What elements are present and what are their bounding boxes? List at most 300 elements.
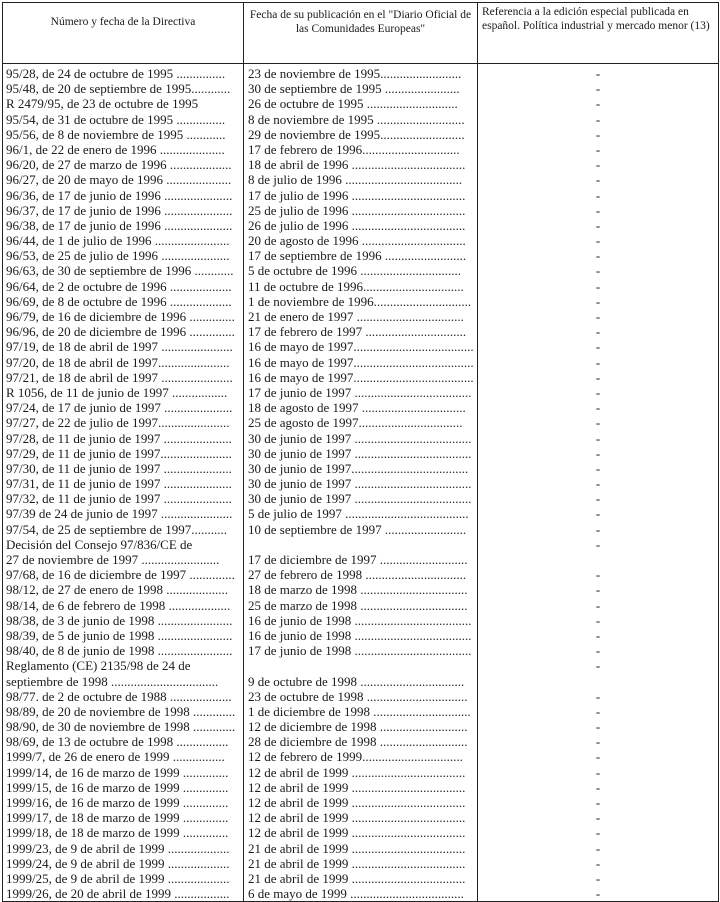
table-row — [3, 309, 719, 324]
referencia-cell — [478, 886, 719, 902]
referencia-dash: - — [595, 627, 601, 643]
directiva-cell — [3, 172, 244, 187]
fecha-publicacion-cell — [244, 810, 478, 825]
fecha-publicacion-text: 9 de octubre de 1998 ................................ — [248, 673, 465, 689]
table-row — [3, 841, 719, 856]
directiva-cell — [3, 339, 244, 354]
fecha-publicacion-cell — [244, 825, 478, 840]
directiva-cell — [3, 263, 244, 278]
directiva-text: 1999/15, de 16 de marzo de 1999 .............. — [6, 779, 229, 795]
referencia-dash: - — [595, 309, 601, 324]
referencia-cell — [478, 370, 719, 385]
fecha-publicacion-text: 17 de septiembre de 1996 ......................... — [248, 248, 467, 264]
referencia-dash: - — [595, 795, 601, 810]
fecha-publicacion-cell — [244, 871, 478, 886]
directiva-cell — [3, 567, 244, 582]
fecha-publicacion-cell — [244, 491, 478, 506]
directiva-text: 97/31, de 11 de junio de 1997 ..................... — [6, 476, 232, 492]
fecha-publicacion-text: 26 de julio de 1996 ................................... — [248, 217, 466, 233]
referencia-cell — [478, 522, 719, 537]
directiva-text: 96/36, de 17 de junio de 1996 ..................... — [6, 187, 233, 203]
directiva-text: 95/54, de 31 de octubre de 1995 ............... — [6, 111, 226, 127]
table-row — [3, 218, 719, 233]
table-row — [3, 446, 719, 461]
header-referencia-edicion: Referencia a la edición especial publicada en español. Política industrial y mercado menor (13) — [478, 3, 719, 64]
referencia-dash: - — [595, 536, 601, 552]
directiva-text: 98/12, de 27 de enero de 1998 ................... — [6, 582, 229, 598]
referencia-dash: - — [595, 157, 601, 173]
directiva-cell — [3, 96, 244, 111]
table-row — [3, 810, 719, 825]
directiva-text: 1999/7, de 26 de enero de 1999 ................ — [6, 749, 225, 765]
referencia-cell — [478, 871, 719, 886]
table-row — [3, 886, 719, 902]
fecha-publicacion-cell — [244, 628, 478, 643]
directiva-cell — [3, 719, 244, 734]
directiva-cell — [3, 415, 244, 430]
table-row — [3, 871, 719, 886]
fecha-publicacion-cell — [244, 248, 478, 263]
fecha-publicacion-cell — [244, 370, 478, 385]
fecha-publicacion-text: 12 de abril de 1999 ................................... — [248, 779, 466, 795]
referencia-cell — [478, 279, 719, 294]
fecha-publicacion-cell — [244, 765, 478, 780]
fecha-publicacion-text: 6 de mayo de 1999 ................................... — [248, 886, 464, 902]
table-row — [3, 157, 719, 172]
header-fecha-publicacion: Fecha de su publicación en el "Diario Oficial de las Comunidades Europeas" — [244, 3, 478, 64]
directiva-cell — [3, 658, 244, 688]
directiva-cell — [3, 309, 244, 324]
fecha-publicacion-text: 12 de abril de 1999 ................................... — [248, 764, 466, 780]
table-row — [3, 825, 719, 840]
fecha-publicacion-text: 18 de abril de 1996 ................................... — [248, 157, 466, 173]
directiva-text: R 1056, de 11 de junio de 1997 ................. — [6, 384, 228, 400]
fecha-publicacion-text: 21 de abril de 1999 ................................... — [248, 855, 466, 871]
directiva-text: 97/21, de 18 de abril de 1997 ...................... — [6, 369, 233, 385]
directiva-text: 97/27, de 22 de julio de 1997...................... — [6, 415, 230, 431]
referencia-dash: - — [595, 172, 601, 188]
fecha-publicacion-text: 11 de octubre de 1996............................... — [248, 278, 464, 294]
referencia-dash: - — [595, 187, 601, 203]
table-row — [3, 765, 719, 780]
table-row — [3, 324, 719, 339]
directiva-text: 97/29, de 11 de junio de 1997...................... — [6, 445, 232, 461]
table-row — [3, 537, 719, 567]
referencia-dash: - — [595, 810, 601, 826]
referencia-dash: - — [595, 324, 601, 340]
referencia-cell — [478, 112, 719, 127]
table-row — [3, 749, 719, 764]
directiva-text: 97/32, de 11 de junio de 1997 ..................... — [6, 491, 232, 507]
directiva-text: Decisión del Consejo 97/836/CE de — [6, 536, 193, 552]
referencia-dash: - — [595, 582, 601, 598]
fecha-publicacion-cell — [244, 461, 478, 476]
referencia-cell — [478, 628, 719, 643]
fecha-publicacion-text: 26 de octubre de 1995 ............................ — [248, 96, 458, 112]
fecha-publicacion-cell — [244, 598, 478, 613]
referencia-dash: - — [595, 278, 601, 294]
table-row — [3, 704, 719, 719]
directiva-text: 1999/23, de 9 de abril de 1999 ................... — [6, 840, 230, 856]
fecha-publicacion-cell — [244, 704, 478, 719]
directiva-text: 1999/17, de 18 de marzo de 1999 .............. — [6, 810, 229, 826]
fecha-publicacion-cell — [244, 856, 478, 871]
directiva-cell — [3, 324, 244, 339]
fecha-publicacion-text: 10 de septiembre de 1997 ......................... — [248, 521, 467, 537]
referencia-dash: - — [595, 369, 601, 385]
directiva-text: 1999/25, de 9 de abril de 1999 ................... — [6, 870, 230, 886]
fecha-publicacion-cell — [244, 385, 478, 400]
directiva-text: 97/54, de 25 de septiembre de 1997........... — [6, 521, 227, 537]
directiva-text: 96/64, de 2 de octubre de 1996 ................... — [6, 278, 232, 294]
fecha-publicacion-cell — [244, 506, 478, 521]
directiva-cell — [3, 886, 244, 902]
referencia-cell — [478, 689, 719, 704]
referencia-cell — [478, 582, 719, 597]
fecha-publicacion-text: 27 de febrero de 1998 ............................... — [248, 567, 467, 583]
fecha-publicacion-text: 16 de mayo de 1997..................................... — [248, 339, 474, 355]
fecha-publicacion-cell — [244, 157, 478, 172]
fecha-publicacion-text: 17 de julio de 1996 ................................... — [248, 187, 466, 203]
table-row — [3, 431, 719, 446]
fecha-publicacion-text: 17 de junio de 1997 .................................... — [248, 384, 472, 400]
fecha-publicacion-text: 8 de noviembre de 1995 ........................... — [248, 111, 465, 127]
directiva-text: 95/48, de 20 de septiembre de 1995............ — [6, 81, 231, 97]
directiva-cell — [3, 476, 244, 491]
fecha-publicacion-text: 23 de octubre de 1998 ............................... — [248, 688, 468, 704]
table-row — [3, 279, 719, 294]
directiva-cell — [3, 279, 244, 294]
table-row — [3, 203, 719, 218]
directiva-cell — [3, 142, 244, 157]
directiva-cell — [3, 385, 244, 400]
directiva-cell — [3, 112, 244, 127]
referencia-dash: - — [595, 415, 601, 431]
fecha-publicacion-text: 18 de agosto de 1997 ................................ — [248, 400, 466, 416]
table-row — [3, 658, 719, 688]
directiva-cell — [3, 598, 244, 613]
fecha-publicacion-cell — [244, 658, 478, 688]
table-row — [3, 476, 719, 491]
referencia-cell — [478, 294, 719, 309]
referencia-cell — [478, 446, 719, 461]
referencia-cell — [478, 431, 719, 446]
directiva-cell — [3, 233, 244, 248]
referencia-dash: - — [595, 688, 601, 704]
fecha-publicacion-cell — [244, 780, 478, 795]
directiva-text: 96/20, de 27 de marzo de 1996 ................... — [6, 157, 232, 173]
fecha-publicacion-text: 21 de enero de 1997 ................................. — [248, 309, 464, 324]
referencia-dash: - — [595, 96, 601, 112]
fecha-publicacion-cell — [244, 719, 478, 734]
fecha-publicacion-cell — [244, 96, 478, 111]
directiva-cell — [3, 780, 244, 795]
fecha-publicacion-text: 8 de julio de 1996 .................................... — [248, 172, 463, 188]
fecha-publicacion-cell — [244, 613, 478, 628]
fecha-publicacion-text: 1 de diciembre de 1998 .............................. — [248, 703, 471, 719]
table-row — [3, 355, 719, 370]
table-row — [3, 856, 719, 871]
referencia-cell — [478, 749, 719, 764]
referencia-dash: - — [595, 293, 601, 309]
table-row — [3, 400, 719, 415]
directiva-cell — [3, 64, 244, 82]
fecha-publicacion-cell — [244, 294, 478, 309]
fecha-publicacion-text: 25 de agosto de 1997................................ — [248, 415, 463, 431]
referencia-dash: - — [595, 612, 601, 628]
fecha-publicacion-cell — [244, 476, 478, 491]
referencia-cell — [478, 324, 719, 339]
directiva-text: 97/39 de 24 de junio de 1997 ...................... — [6, 506, 233, 522]
directiva-cell — [3, 431, 244, 446]
referencia-cell — [478, 355, 719, 370]
table-row — [3, 64, 719, 82]
table-row — [3, 780, 719, 795]
table-row — [3, 339, 719, 354]
referencia-cell — [478, 64, 719, 82]
referencia-cell — [478, 613, 719, 628]
fecha-publicacion-text: 30 de junio de 1997 .................................... — [248, 491, 472, 507]
directiva-text: 98/90, de 30 de noviembre de 1998 ............. — [6, 719, 236, 735]
fecha-publicacion-text: 16 de junio de 1998 .................................... — [248, 612, 472, 628]
referencia-dash: - — [595, 81, 601, 97]
fecha-publicacion-cell — [244, 218, 478, 233]
referencia-cell — [478, 825, 719, 840]
referencia-cell — [478, 506, 719, 521]
directiva-cell — [3, 689, 244, 704]
referencia-cell — [478, 157, 719, 172]
directiva-cell — [3, 294, 244, 309]
referencia-dash: - — [595, 141, 601, 157]
table-row — [3, 567, 719, 582]
referencia-dash: - — [595, 248, 601, 264]
referencia-dash: - — [595, 855, 601, 871]
referencia-cell — [478, 734, 719, 749]
fecha-publicacion-cell — [244, 339, 478, 354]
directiva-cell — [3, 157, 244, 172]
directiva-text: 97/68, de 16 de diciembre de 1997 .............. — [6, 567, 235, 583]
directiva-text: Reglamento (CE) 2135/98 de 24 de — [6, 658, 191, 674]
directiva-cell — [3, 522, 244, 537]
fecha-publicacion-text: 30 de junio de 1997 .................................... — [248, 430, 472, 446]
fecha-publicacion-text: 17 de febrero de 1996.............................. — [248, 141, 460, 157]
fecha-publicacion-text — [248, 537, 474, 552]
referencia-dash: - — [595, 643, 601, 659]
referencia-dash: - — [595, 126, 601, 142]
referencia-cell — [478, 841, 719, 856]
fecha-publicacion-cell — [244, 795, 478, 810]
table-header — [3, 3, 719, 64]
fecha-publicacion-text: 20 de agosto de 1996 ................................ — [248, 233, 466, 249]
fecha-publicacion-text: 16 de mayo de 1997..................................... — [248, 354, 474, 370]
directiva-text: 96/44, de 1 de julio de 1996 ....................... — [6, 233, 230, 249]
directiva-text: 98/77. de 2 de octubre de 1988 ................... — [6, 688, 232, 704]
referencia-dash: - — [595, 597, 601, 613]
fecha-publicacion-cell — [244, 64, 478, 82]
fecha-publicacion-cell — [244, 279, 478, 294]
fecha-publicacion-text: 1 de noviembre de 1996.............................. — [248, 293, 472, 309]
directiva-text: 96/79, de 16 de diciembre de 1996 .............. — [6, 309, 235, 324]
referencia-cell — [478, 142, 719, 157]
fecha-publicacion-cell — [244, 431, 478, 446]
referencia-dash: - — [595, 400, 601, 416]
referencia-cell — [478, 248, 719, 263]
referencia-dash: - — [595, 521, 601, 537]
directiva-cell — [3, 734, 244, 749]
fecha-publicacion-text: 29 de noviembre de 1995.......................... — [248, 126, 465, 142]
referencia-cell — [478, 263, 719, 278]
referencia-cell — [478, 780, 719, 795]
fecha-publicacion-cell — [244, 537, 478, 567]
table-row — [3, 233, 719, 248]
referencia-dash: - — [595, 825, 601, 841]
directiva-text: 98/69, de 13 de octubre de 1998 ................ — [6, 734, 229, 750]
fecha-publicacion-text: 30 de junio de 1997 .................................... — [248, 476, 472, 492]
table-row — [3, 613, 719, 628]
referencia-dash: - — [595, 460, 601, 476]
referencia-cell — [478, 339, 719, 354]
fecha-publicacion-text: 17 de febrero de 1997 ............................... — [248, 324, 467, 340]
directiva-text: 1999/24, de 9 de abril de 1999 ................... — [6, 855, 230, 871]
fecha-publicacion-text: 12 de abril de 1999 ................................... — [248, 795, 466, 810]
header-row — [3, 3, 719, 64]
referencia-dash: - — [595, 506, 601, 522]
directiva-cell — [3, 188, 244, 203]
fecha-publicacion-cell — [244, 142, 478, 157]
referencia-dash: - — [595, 658, 601, 674]
fecha-publicacion-cell — [244, 400, 478, 415]
referencia-cell — [478, 203, 719, 218]
referencia-dash: - — [595, 719, 601, 735]
directiva-cell — [3, 461, 244, 476]
referencia-dash: - — [595, 734, 601, 750]
referencia-dash: - — [595, 384, 601, 400]
referencia-dash: - — [595, 111, 601, 127]
directiva-text: 96/37, de 17 de junio de 1996 ..................... — [6, 202, 233, 218]
referencia-dash: - — [595, 233, 601, 249]
directiva-cell — [3, 355, 244, 370]
referencia-cell — [478, 96, 719, 111]
fecha-publicacion-text: 12 de abril de 1999 ................................... — [248, 810, 466, 826]
directiva-cell — [3, 491, 244, 506]
directiva-cell — [3, 582, 244, 597]
fecha-publicacion-text: 18 de marzo de 1998 ................................. — [248, 582, 468, 598]
fecha-publicacion-cell — [244, 355, 478, 370]
referencia-cell — [478, 567, 719, 582]
directiva-text: 96/96, de 20 de diciembre de 1996 .............. — [6, 324, 235, 340]
referencia-dash: - — [595, 567, 601, 583]
directiva-cell — [3, 81, 244, 96]
directiva-text: 27 de noviembre de 1997 ........................ — [6, 552, 220, 567]
fecha-publicacion-text: 17 de diciembre de 1997 ........................... — [248, 552, 468, 567]
fecha-publicacion-text: 21 de abril de 1999 ................................... — [248, 870, 466, 886]
referencia-cell — [478, 385, 719, 400]
referencia-cell — [478, 188, 719, 203]
referencia-cell — [478, 415, 719, 430]
table-row — [3, 188, 719, 203]
directiva-text: 96/1, de 22 de enero de 1996 .................... — [6, 141, 225, 157]
directiva-text: 98/89, de 20 de noviembre de 1998 ............. — [6, 703, 236, 719]
fecha-publicacion-text: 21 de abril de 1999 ................................... — [248, 840, 466, 856]
fecha-publicacion-text: 23 de noviembre de 1995......................... — [248, 66, 462, 81]
fecha-publicacion-cell — [244, 522, 478, 537]
directiva-text: septiembre de 1998 ................................. — [6, 673, 219, 689]
directiva-text: 96/69, de 8 de octubre de 1996 ................... — [6, 293, 232, 309]
fecha-publicacion-text: 5 de julio de 1997 ...................................... — [248, 506, 469, 522]
fecha-publicacion-cell — [244, 886, 478, 902]
table-row — [3, 506, 719, 521]
referencia-cell — [478, 491, 719, 506]
referencia-cell — [478, 704, 719, 719]
referencia-dash: - — [595, 840, 601, 856]
referencia-dash: - — [595, 703, 601, 719]
directiva-cell — [3, 810, 244, 825]
referencia-dash: - — [595, 263, 601, 279]
directiva-text: R 2479/95, de 23 de octubre de 1995 — [6, 96, 199, 112]
directiva-cell — [3, 749, 244, 764]
directiva-cell — [3, 446, 244, 461]
table-row — [3, 112, 719, 127]
directiva-text: 96/27, de 20 de mayo de 1996 .................... — [6, 172, 232, 188]
table-row — [3, 734, 719, 749]
referencia-cell — [478, 765, 719, 780]
table-row — [3, 643, 719, 658]
referencia-dash: - — [595, 476, 601, 492]
fecha-publicacion-text: 5 de octubre de 1996 ............................... — [248, 263, 462, 279]
referencia-cell — [478, 856, 719, 871]
directiva-cell — [3, 127, 244, 142]
fecha-publicacion-text: 12 de diciembre de 1998 ........................... — [248, 719, 468, 735]
table-row — [3, 96, 719, 111]
fecha-publicacion-text: 30 de junio de 1997 .................................... — [248, 445, 472, 461]
directiva-cell — [3, 400, 244, 415]
fecha-publicacion-cell — [244, 446, 478, 461]
referencia-cell — [478, 795, 719, 810]
fecha-publicacion-cell — [244, 324, 478, 339]
fecha-publicacion-cell — [244, 188, 478, 203]
directiva-text: 97/30, de 11 de junio de 1997 ..................... — [6, 460, 232, 476]
fecha-publicacion-cell — [244, 643, 478, 658]
directiva-text: 1999/26, de 20 de abril de 1999 ................. — [6, 886, 230, 902]
referencia-dash: - — [595, 749, 601, 765]
directiva-text: 98/14, de 6 de febrero de 1998 ................... — [6, 597, 231, 613]
fecha-publicacion-cell — [244, 233, 478, 248]
fecha-publicacion-cell — [244, 415, 478, 430]
directiva-cell — [3, 628, 244, 643]
referencia-dash: - — [595, 217, 601, 233]
directiva-cell — [3, 795, 244, 810]
referencia-cell — [478, 598, 719, 613]
fecha-publicacion-text: 25 de julio de 1996 ................................... — [248, 202, 466, 218]
fecha-publicacion-cell — [244, 582, 478, 597]
fecha-publicacion-cell — [244, 734, 478, 749]
table-row — [3, 719, 719, 734]
table-row — [3, 491, 719, 506]
fecha-publicacion-cell — [244, 263, 478, 278]
directiva-cell — [3, 765, 244, 780]
table-row — [3, 628, 719, 643]
table-row — [3, 294, 719, 309]
directiva-text: 98/40, de 8 de junio de 1998 ....................... — [6, 643, 233, 659]
referencia-dash: - — [595, 491, 601, 507]
table-row — [3, 142, 719, 157]
table-row — [3, 689, 719, 704]
directiva-cell — [3, 613, 244, 628]
referencia-cell — [478, 81, 719, 96]
referencia-cell — [478, 309, 719, 324]
directiva-text: 1999/14, de 16 de marzo de 1999 .............. — [6, 764, 229, 780]
fecha-publicacion-cell — [244, 112, 478, 127]
